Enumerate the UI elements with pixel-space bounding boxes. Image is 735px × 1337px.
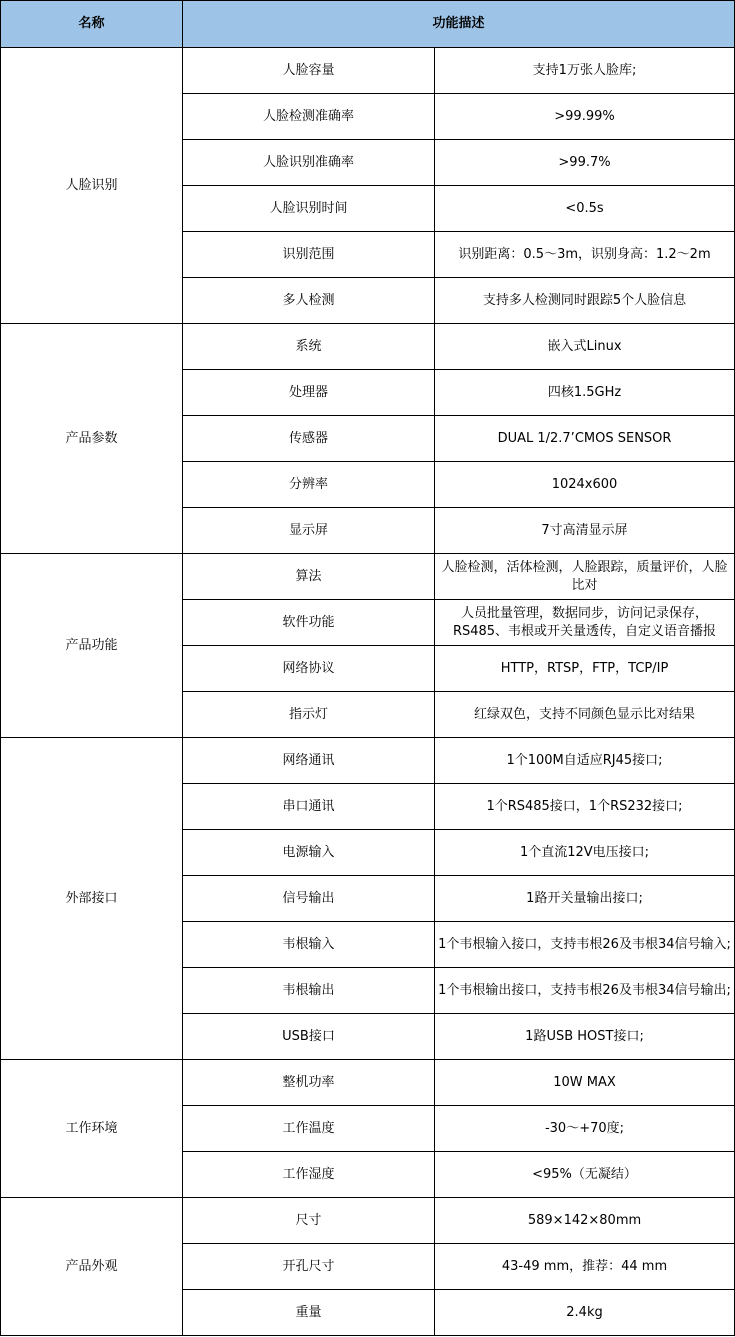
value-cell: 1路USB HOST接口; <box>435 1014 735 1060</box>
header-description: 功能描述 <box>183 1 735 48</box>
item-cell: 重量 <box>183 1290 435 1336</box>
item-cell: 网络通讯 <box>183 738 435 784</box>
item-cell: 电源输入 <box>183 830 435 876</box>
group-name-cell: 人脸识别 <box>1 48 183 324</box>
value-cell: 10W MAX <box>435 1060 735 1106</box>
item-cell: 工作温度 <box>183 1106 435 1152</box>
value-cell: 识别距离：0.5～3m，识别身高：1.2～2m <box>435 232 735 278</box>
value-cell: 1路开关量输出接口; <box>435 876 735 922</box>
value-cell: 43-49 mm，推荐：44 mm <box>435 1244 735 1290</box>
table-header-row <box>1 1 735 48</box>
value-cell: 7寸高清显示屏 <box>435 508 735 554</box>
value-cell: >99.7% <box>435 140 735 186</box>
item-cell: 系统 <box>183 324 435 370</box>
table-row <box>1 324 735 370</box>
value-cell: 1024x600 <box>435 462 735 508</box>
table-row <box>1 738 735 784</box>
item-cell: 韦根输出 <box>183 968 435 1014</box>
group-name-cell: 外部接口 <box>1 738 183 1060</box>
item-cell: 显示屏 <box>183 508 435 554</box>
value-cell: 红绿双色，支持不同颜色显示比对结果 <box>435 692 735 738</box>
item-cell: 整机功率 <box>183 1060 435 1106</box>
item-cell: 网络协议 <box>183 646 435 692</box>
item-cell: 人脸识别时间 <box>183 186 435 232</box>
item-cell: 人脸检测准确率 <box>183 94 435 140</box>
item-cell: 指示灯 <box>183 692 435 738</box>
header-name: 名称 <box>1 1 183 48</box>
item-cell: 传感器 <box>183 416 435 462</box>
item-cell: 韦根输入 <box>183 922 435 968</box>
value-cell: HTTP，RTSP，FTP，TCP/IP <box>435 646 735 692</box>
item-cell: 软件功能 <box>183 600 435 646</box>
value-cell: 人员批量管理，数据同步，访问记录保存，RS485、韦根或开关量透传，自定义语音播报 <box>435 600 735 646</box>
group-name-cell: 产品功能 <box>1 554 183 738</box>
item-cell: 处理器 <box>183 370 435 416</box>
item-cell: 人脸识别准确率 <box>183 140 435 186</box>
item-cell: 识别范围 <box>183 232 435 278</box>
item-cell: 信号输出 <box>183 876 435 922</box>
value-cell: 四核1.5GHz <box>435 370 735 416</box>
table-row <box>1 1198 735 1244</box>
value-cell: 支持多人检测同时跟踪5个人脸信息 <box>435 278 735 324</box>
value-cell: 1个RS485接口，1个RS232接口; <box>435 784 735 830</box>
value-cell: 1个直流12V电压接口; <box>435 830 735 876</box>
item-cell: 分辨率 <box>183 462 435 508</box>
value-cell: <0.5s <box>435 186 735 232</box>
value-cell: DUAL 1/2.7’CMOS SENSOR <box>435 416 735 462</box>
value-cell: 1个韦根输入接口，支持韦根26及韦根34信号输入; <box>435 922 735 968</box>
group-name-cell: 产品外观 <box>1 1198 183 1336</box>
item-cell: 人脸容量 <box>183 48 435 94</box>
item-cell: 开孔尺寸 <box>183 1244 435 1290</box>
value-cell: 589×142×80mm <box>435 1198 735 1244</box>
value-cell: <95%（无凝结） <box>435 1152 735 1198</box>
table-row <box>1 554 735 600</box>
group-name-cell: 工作环境 <box>1 1060 183 1198</box>
item-cell: 尺寸 <box>183 1198 435 1244</box>
item-cell: 工作湿度 <box>183 1152 435 1198</box>
value-cell: -30～+70度; <box>435 1106 735 1152</box>
value-cell: 嵌入式Linux <box>435 324 735 370</box>
value-cell: 2.4kg <box>435 1290 735 1336</box>
group-name-cell: 产品参数 <box>1 324 183 554</box>
table-body <box>1 48 735 1336</box>
value-cell: 1个100M自适应RJ45接口; <box>435 738 735 784</box>
item-cell: 算法 <box>183 554 435 600</box>
value-cell: 1个韦根输出接口，支持韦根26及韦根34信号输出; <box>435 968 735 1014</box>
item-cell: 多人检测 <box>183 278 435 324</box>
table-row <box>1 1060 735 1106</box>
value-cell: 人脸检测，活体检测，人脸跟踪，质量评价，人脸比对 <box>435 554 735 600</box>
value-cell: >99.99% <box>435 94 735 140</box>
item-cell: USB接口 <box>183 1014 435 1060</box>
value-cell: 支持1万张人脸库; <box>435 48 735 94</box>
table-row <box>1 48 735 94</box>
item-cell: 串口通讯 <box>183 784 435 830</box>
